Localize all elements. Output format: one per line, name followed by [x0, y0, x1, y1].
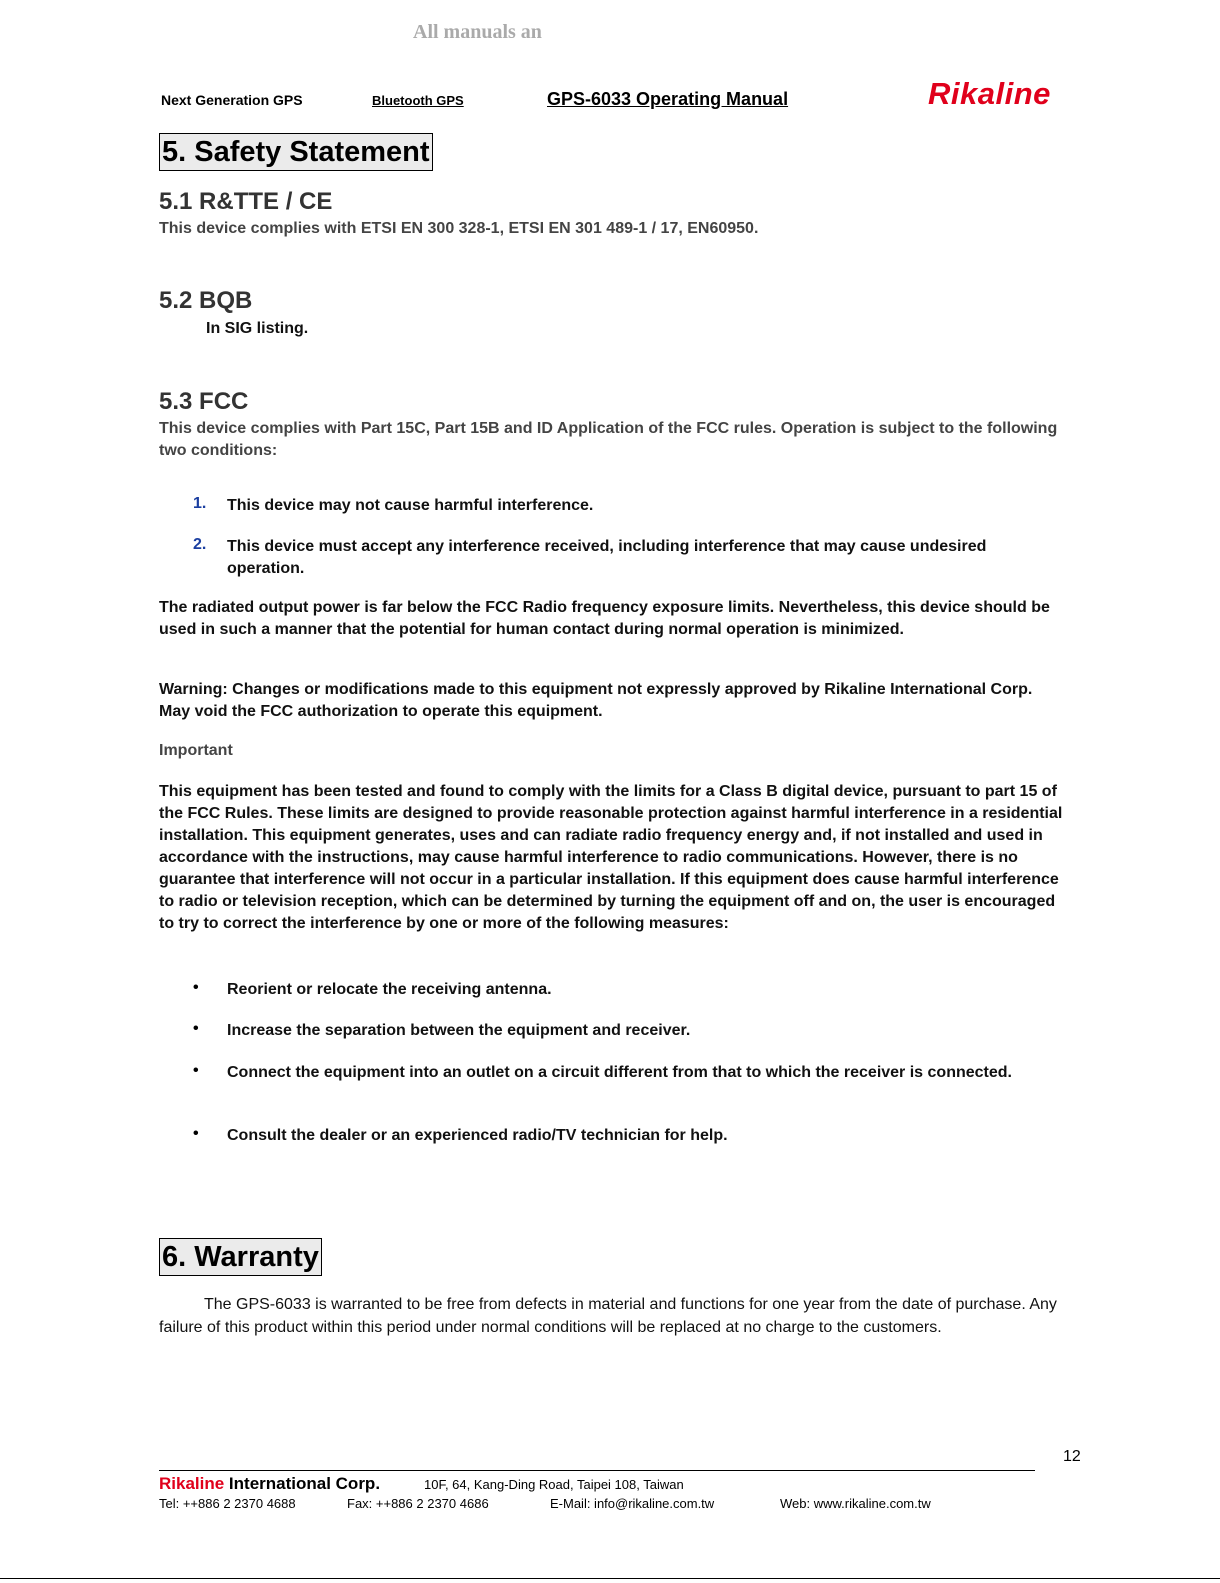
subsection-5-3-intro: This device complies with Part 15C, Part 15B and ID Application of the FCC rules. Operation is subject to the following two conditions:: [159, 420, 1058, 459]
bullet-icon: •: [193, 1125, 199, 1142]
section-6-title: 6. Warranty: [159, 1238, 322, 1276]
header-bluetooth-link[interactable]: Bluetooth GPS: [372, 93, 464, 108]
bullet-icon: •: [193, 1020, 199, 1037]
warning-paragraph: Warning: Changes or modifications made to this equipment not expressly approved by Rikaline International Corp. May void the FCC authorization to operate this equipment.: [159, 681, 1033, 720]
footer-company-rest: International Corp.: [224, 1474, 381, 1493]
rikaline-logo: Rikaline: [928, 76, 1051, 111]
important-label: Important: [159, 742, 233, 759]
subsection-5-3-title: 5.3 FCC: [159, 388, 249, 415]
condition-text: This device must accept any interference received, including interference that may cause undesired operation.: [227, 538, 987, 577]
measure-item: Connect the equipment into an outlet on a circuit different from that to which the receiver is connected.: [227, 1064, 1012, 1081]
footer-contacts: [159, 1496, 931, 1511]
condition-number: 2.: [193, 536, 207, 553]
footer-web[interactable]: Web: www.rikaline.com.tw: [780, 1496, 931, 1511]
section-5-title: 5. Safety Statement: [159, 133, 433, 171]
subsection-5-1-text: This device complies with ETSI EN 300 328-1, ETSI EN 301 489-1 / 17, EN60950.: [159, 220, 759, 237]
radiated-power-paragraph: The radiated output power is far below the FCC Radio frequency exposure limits. Nevertheless, this device should be used in such a manner that the potential for human contact during normal operation is minimized.: [159, 599, 1050, 638]
footer-email[interactable]: E-Mail: info@rikaline.com.tw: [550, 1496, 715, 1511]
footer-address: 10F, 64, Kang-Ding Road, Taipei 108, Taiwan: [424, 1477, 684, 1492]
subsection-5-1-title: 5.1 R&TTE / CE: [159, 188, 333, 215]
footer-fax: Fax: ++886 2 2370 4686: [347, 1496, 489, 1511]
header-left-label: Next Generation GPS: [161, 92, 303, 108]
condition-number: 1.: [193, 495, 207, 512]
measure-item: Increase the separation between the equipment and receiver.: [227, 1022, 691, 1039]
header-title: GPS-6033 Operating Manual: [547, 89, 789, 109]
footer-tel: Tel: ++886 2 2370 4688: [159, 1496, 296, 1511]
page-number: 12: [1063, 1448, 1081, 1465]
bullet-icon: •: [193, 1062, 199, 1079]
important-paragraph: This equipment has been tested and found to comply with the limits for a Class B digital device, pursuant to part 15 of the FCC Rules. These limits are designed to provide reasonable protection against harmful interference in a residential installation. This equipment generates, uses and can radiate radio frequency energy and, if not installed and used in accordance with the instructions, may cause harmful interference to radio communications. However, there is no guarantee that interference will not occur in a particular installation. If this equipment does cause harmful interference to radio or television reception, which can be determined by turning the equipment off and on, the user is encouraged to try to correct the interference by one or more of the following measures:: [159, 783, 1063, 932]
bullet-icon: •: [193, 979, 199, 996]
condition-text: This device may not cause harmful interference.: [227, 497, 594, 514]
footer-brand: Rikaline: [159, 1474, 225, 1493]
page-bottom-edge: [0, 1578, 1220, 1579]
warranty-paragraph: The GPS-6033 is warranted to be free from defects in material and functions for one year from the date of purchase. Any failure of this product within this period under normal conditions will be replaced at no charge to the customers.: [159, 1296, 1057, 1336]
footer-divider: [159, 1470, 1035, 1471]
measure-item: Reorient or relocate the receiving antenna.: [227, 981, 552, 998]
footer-company: [159, 1474, 380, 1494]
measure-item: Consult the dealer or an experienced radio/TV technician for help.: [227, 1127, 728, 1144]
subsection-5-2-title: 5.2 BQB: [159, 287, 253, 314]
subsection-5-2-text: In SIG listing.: [206, 320, 309, 337]
watermark: All manuals an: [413, 21, 542, 43]
